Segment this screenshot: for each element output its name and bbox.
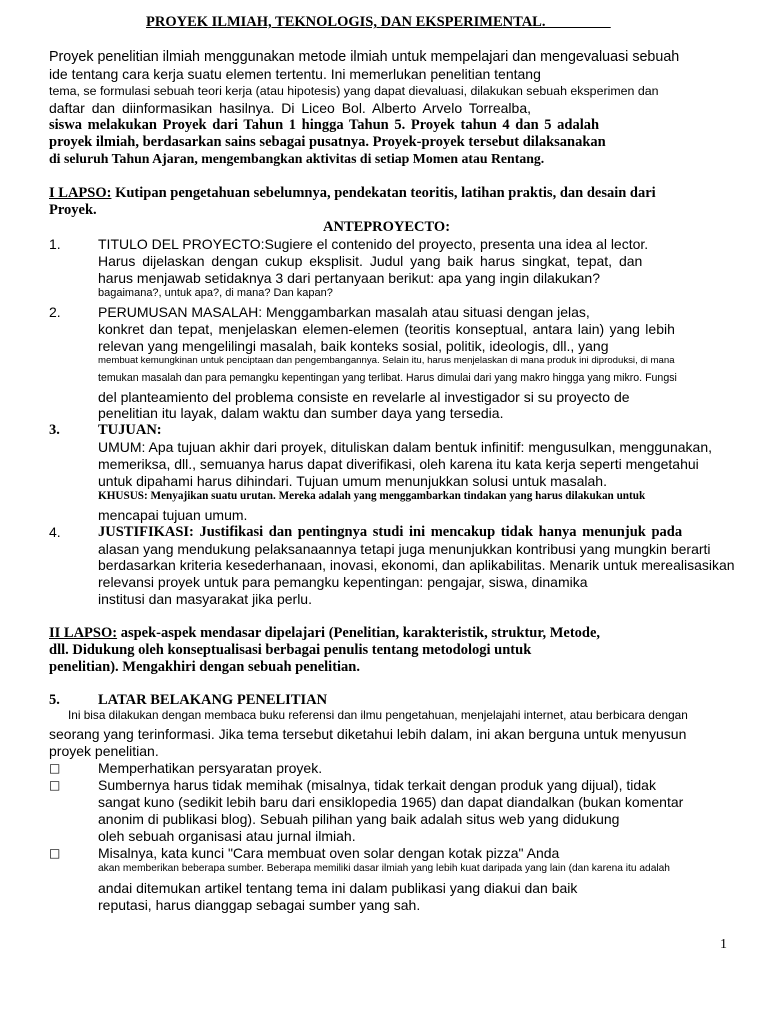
item5-heading: LATAR BELAKANG PENELITIAN bbox=[98, 692, 328, 708]
item4-line-2: alasan yang mendukung pelaksanaannya tetapi juga menunjukkan kontribusi yang mungkin berarti bbox=[98, 541, 711, 557]
item2-line-2: konkret dan tepat, menjelaskan elemen-elemen (teoritis konseptual, antara lain) yang lebih bbox=[98, 321, 675, 337]
bullet-box-icon: □ bbox=[49, 778, 61, 792]
item2-line-3: relevan yang mengelilingi masalah, baik konteks sosial, politik, ideologis, dll., yang bbox=[98, 338, 609, 354]
intro-line-3: tema, se formulasi sebuah teori kerja (atau hipotesis) yang dapat dievaluasi, dilakukan sebuah eksperimen dan bbox=[49, 84, 659, 98]
item3-khusus: KHUSUS: Menyajikan suatu urutan. Mereka adalah yang menggambarkan tindakan yang harus dilakukan untuk bbox=[98, 490, 646, 502]
item1-line-3: harus menjawab setidaknya 3 dari pertanyaan berikut: apa yang ingin dilakukan? bbox=[98, 270, 600, 286]
item5-small-line: Ini bisa dilakukan dengan membaca buku referensi dan ilmu pengetahuan, menjelajahi internet, atau berbicara dengan bbox=[68, 708, 688, 722]
title-underline-trail bbox=[545, 14, 610, 30]
bullet2-line-3: anonim di publikasi blog). Sebuah pilihan yang baik adalah situs web yang didukung bbox=[98, 811, 620, 827]
lapso1-label: I LAPSO: bbox=[49, 185, 112, 201]
intro-line-6: proyek ilmiah, berdasarkan sains sebagai pusatnya. Proyek-proyek tersebut dilaksanakan bbox=[49, 134, 606, 150]
item4-line-3: berdasarkan kriteria kesederhanaan, inovasi, ekonomi, dan aplikabilitas. Menarik untuk merealisasikan bbox=[98, 557, 735, 573]
lapso2-text: aspek-aspek mendasar dipelajari (Penelitian, karakteristik, struktur, Metode, bbox=[117, 625, 601, 641]
item1-line-1: TITULO DEL PROYECTO:Sugiere el contenido del proyecto, presenta una idea al lector. bbox=[98, 236, 649, 252]
bullet3-small-line: akan memberikan beberapa sumber. Beberapa memiliki dasar ilmiah yang lebih kuat daripada yang lain (dan karena itu adalah bbox=[98, 863, 670, 874]
item3-number: 3. bbox=[49, 422, 60, 438]
page-number: 1 bbox=[720, 937, 727, 952]
intro-line-7: di seluruh Tahun Ajaran, mengembangkan aktivitas di setiap Momen atau Rentang. bbox=[49, 151, 545, 166]
item5-number: 5. bbox=[49, 692, 60, 708]
intro-line-1: Proyek penelitian ilmiah menggunakan metode ilmiah untuk mempelajari dan mengevaluasi sebuah bbox=[49, 49, 680, 65]
item1-line-2: Harus dijelaskan dengan cukup eksplisit. Judul yang baik harus singkat, tepat, dan bbox=[98, 253, 643, 269]
item4-line-5: institusi dan masyarakat jika perlu. bbox=[98, 591, 312, 607]
item5-line-1: seorang yang terinformasi. Jika tema tersebut diketahui lebih dalam, ini akan berguna untuk menyusun bbox=[49, 726, 687, 742]
item3-khusus-end: mencapai tujuan umum. bbox=[98, 507, 248, 523]
intro-line-5: siswa melakukan Proyek dari Tahun 1 hingga Tahun 5. Proyek tahun 4 dan 5 adalah bbox=[49, 117, 600, 133]
lapso1-heading bbox=[49, 186, 656, 201]
item1-line-4: bagaimana?, untuk apa?, di mana? Dan kapan? bbox=[98, 287, 333, 299]
bullet1-text: Memperhatikan persyaratan proyek. bbox=[98, 760, 323, 776]
lapso2-line-2: dll. Didukung oleh konseptualisasi berbagai penulis tentang metodologi untuk bbox=[49, 642, 532, 658]
bullet3-line-3: reputasi, harus dianggap sebagai sumber yang sah. bbox=[98, 897, 421, 913]
item2-line-1: PERUMUSAN MASALAH: Menggambarkan masalah atau situasi dengan jelas, bbox=[98, 304, 590, 320]
bullet3-line-2: andai ditemukan artikel tentang tema ini dalam publikasi yang diakui dan baik bbox=[98, 880, 578, 896]
lapso2-line-3: penelitian). Mengakhiri dengan sebuah penelitian. bbox=[49, 659, 360, 675]
bullet-box-icon: □ bbox=[49, 846, 61, 860]
document-title bbox=[146, 15, 611, 30]
item4-number: 4. bbox=[49, 524, 61, 540]
item3-line-3: untuk dipahami harus dihindari. Tujuan umum menunjukkan solusi untuk masalah. bbox=[98, 473, 607, 489]
item1-number: 1. bbox=[49, 236, 61, 252]
intro-line-2: ide tentang cara kerja suatu elemen tertentu. Ini memerlukan penelitian tentang bbox=[49, 66, 541, 82]
item4-line-4: relevansi proyek untuk para pemangku kepentingan: pengajar, siswa, dinamika bbox=[98, 574, 588, 590]
item3-heading: TUJUAN: bbox=[98, 422, 162, 438]
bullet3-line-1: Misalnya, kata kunci "Cara membuat oven solar dengan kotak pizza" Anda bbox=[98, 845, 560, 861]
bullet-box-icon: □ bbox=[49, 761, 61, 775]
lapso1-text-2: Proyek. bbox=[49, 202, 97, 218]
item3-line-1: UMUM: Apa tujuan akhir dari proyek, dituliskan dalam bentuk infinitif: mengusulkan, menggunakan, bbox=[98, 439, 712, 455]
item3-line-2: memeriksa, dll., semuanya harus dapat diverifikasi, oleh karena itu kata kerja seperti mengetahui bbox=[98, 456, 699, 472]
item5-line-2: proyek penelitian. bbox=[49, 743, 159, 759]
lapso2-label: II LAPSO: bbox=[49, 625, 118, 641]
title-text: PROYEK ILMIAH, TEKNOLOGIS, DAN EKSPERIMENTAL. bbox=[146, 14, 546, 30]
bullet2-line-4: oleh sebuah organisasi atau jurnal ilmiah. bbox=[98, 828, 356, 844]
item2-line-7: penelitian itu layak, dalam waktu dan sumber daya yang tersedia. bbox=[98, 405, 504, 421]
anteproyecto-heading: ANTEPROYECTO: bbox=[323, 219, 451, 235]
item2-line-5: temukan masalah dan para pemangku kepentingan yang terlibat. Harus dimulai dari yang makro hingga yang mikro. Fungsi bbox=[98, 372, 677, 384]
item4-line-1: JUSTIFIKASI: Justifikasi dan pentingnya studi ini mencakup tidak hanya menunjuk pada bbox=[98, 524, 683, 540]
item2-line-6: del planteamiento del problema consiste en revelarle al investigador si su proyecto de bbox=[98, 389, 630, 405]
bullet2-line-2: sangat kuno (sedikit lebih baru dari ensiklopedia 1965) dan dapat diandalkan (bukan komentar bbox=[98, 794, 684, 810]
item2-line-4: membuat kemungkinan untuk penciptaan dan pengembangannya. Selain itu, harus menjelaskan di mana produk ini diproduksi, di mana bbox=[98, 355, 675, 366]
lapso2-heading bbox=[49, 626, 600, 641]
intro-line-4: daftar dan diinformasikan hasilnya. Di Liceo Bol. Alberto Arvelo Torrealba, bbox=[49, 100, 531, 116]
lapso1-text: Kutipan pengetahuan sebelumnya, pendekatan teoritis, latihan praktis, dan desain dari bbox=[111, 185, 656, 201]
item2-number: 2. bbox=[49, 304, 61, 320]
bullet2-line-1: Sumbernya harus tidak memihak (misalnya, tidak terkait dengan produk yang dijual), tidak bbox=[98, 777, 656, 793]
